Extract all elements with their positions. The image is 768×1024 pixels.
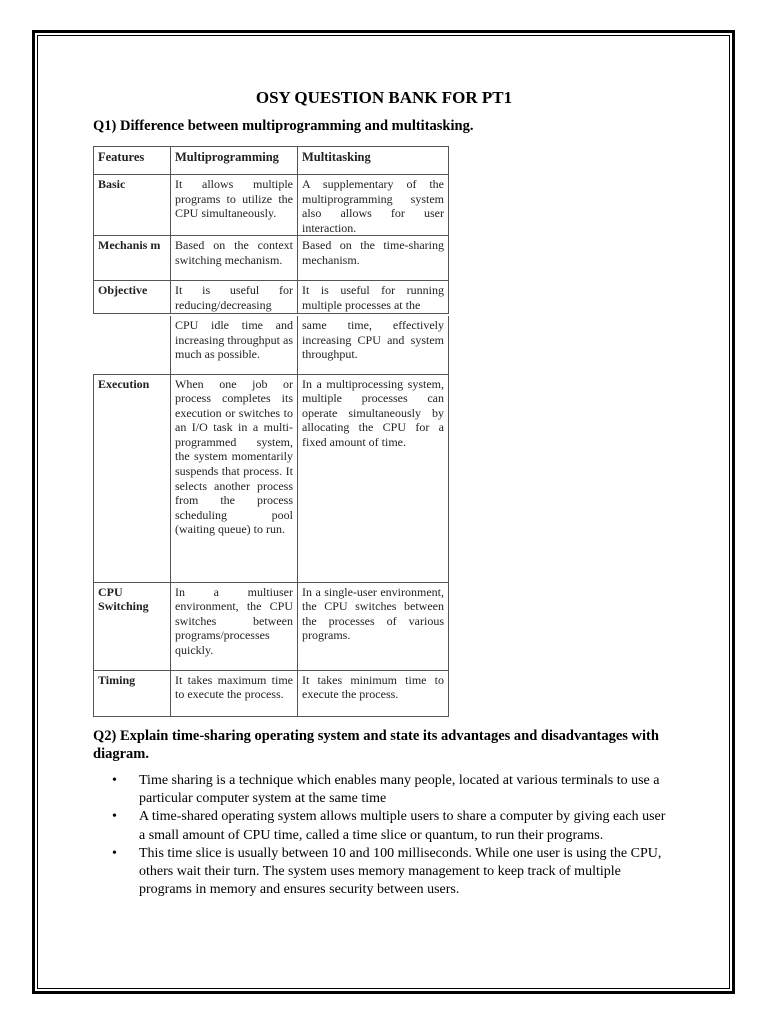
list-item xyxy=(110,845,670,900)
multiprogramming-cell: It is useful for reducing/decreasing xyxy=(171,281,298,313)
multitasking-cell: It is useful for running multiple processes at the xyxy=(298,281,449,313)
list-item xyxy=(110,772,670,808)
q2-heading: Q2) Explain time-sharing operating system and state its advantages and disadvantages with diagram. xyxy=(93,728,659,762)
multitasking-cell: Based on the time-sharing mechanism. xyxy=(298,236,449,281)
multitasking-cell: In a multiprocessing system, multiple processes can operate simultaneously by allocating the CPU for a fixed amount of time. xyxy=(298,374,449,582)
page-title: OSY QUESTION BANK FOR PT1 xyxy=(255,88,513,107)
table-row xyxy=(94,582,449,670)
multiprogramming-cell: CPU idle time and increasing throughput as much as possible. xyxy=(171,316,298,374)
table-header-row xyxy=(94,147,449,175)
bullet-icon: • xyxy=(112,809,117,825)
table-row xyxy=(94,316,449,374)
bullet-icon: • xyxy=(112,773,117,788)
header-multiprogramming: Multiprogramming xyxy=(171,147,298,175)
multiprogramming-cell: When one job or process completes its execution or switches to an I/O task in a multi-programmed system, the system momentarily suspends that process. It selects another process from the process scheduling pool (waiting queue) to run. xyxy=(171,374,298,582)
multitasking-cell: It takes minimum time to execute the process. xyxy=(298,670,449,716)
table-row xyxy=(94,670,449,716)
multiprogramming-cell: Based on the context switching mechanism. xyxy=(171,236,298,281)
feature-cell xyxy=(94,316,171,374)
q2-bullet-list xyxy=(110,772,670,899)
table-row xyxy=(94,281,449,313)
table-row xyxy=(94,374,449,582)
bullet-text: Time sharing is a technique which enables many people, located at various terminals to use a particular computer system at the same time xyxy=(139,773,660,807)
list-item xyxy=(110,808,670,844)
bullet-text: This time slice is usually between 10 and 100 milliseconds. While one user is using the CPU, others wait their turn. The system uses memory management to keep track of multiple programs in memory and ensures security between users. xyxy=(139,845,662,898)
multiprogramming-cell: It takes maximum time to execute the process. xyxy=(171,670,298,716)
multiprogramming-cell: In a multiuser environment, the CPU switches between programs/processes quickly. xyxy=(171,582,298,670)
bullet-text: A time-shared operating system allows multiple users to share a computer by giving each user a small amount of CPU time, called a time slice or quantum, to run their programs. xyxy=(139,809,666,843)
multiprogramming-cell: It allows multiple programs to utilize the CPU simultaneously. xyxy=(171,175,298,236)
multitasking-cell: A supplementary of the multiprogramming system also allows for user interaction. xyxy=(298,175,449,236)
multitasking-cell: same time, effectively increasing CPU and system throughput. xyxy=(298,316,449,374)
feature-cell: Timing xyxy=(94,670,171,716)
feature-cell: Basic xyxy=(94,175,171,236)
multitasking-cell: In a single-user environment, the CPU switches between the processes of various programs. xyxy=(298,582,449,670)
feature-cell: Mechanis m xyxy=(94,236,171,281)
header-multitasking: Multitasking xyxy=(298,147,449,175)
table-row xyxy=(94,175,449,236)
feature-cell: Execution xyxy=(94,374,171,582)
feature-cell: CPU Switching xyxy=(94,582,171,670)
q1-heading: Q1) Difference between multiprogramming and multitasking. xyxy=(93,118,474,134)
feature-cell: Objective xyxy=(94,281,171,313)
header-features: Features xyxy=(94,147,171,175)
comparison-table-part1 xyxy=(93,146,449,314)
table-row xyxy=(94,236,449,281)
bullet-icon: • xyxy=(112,845,117,861)
comparison-table-part2 xyxy=(93,316,449,717)
